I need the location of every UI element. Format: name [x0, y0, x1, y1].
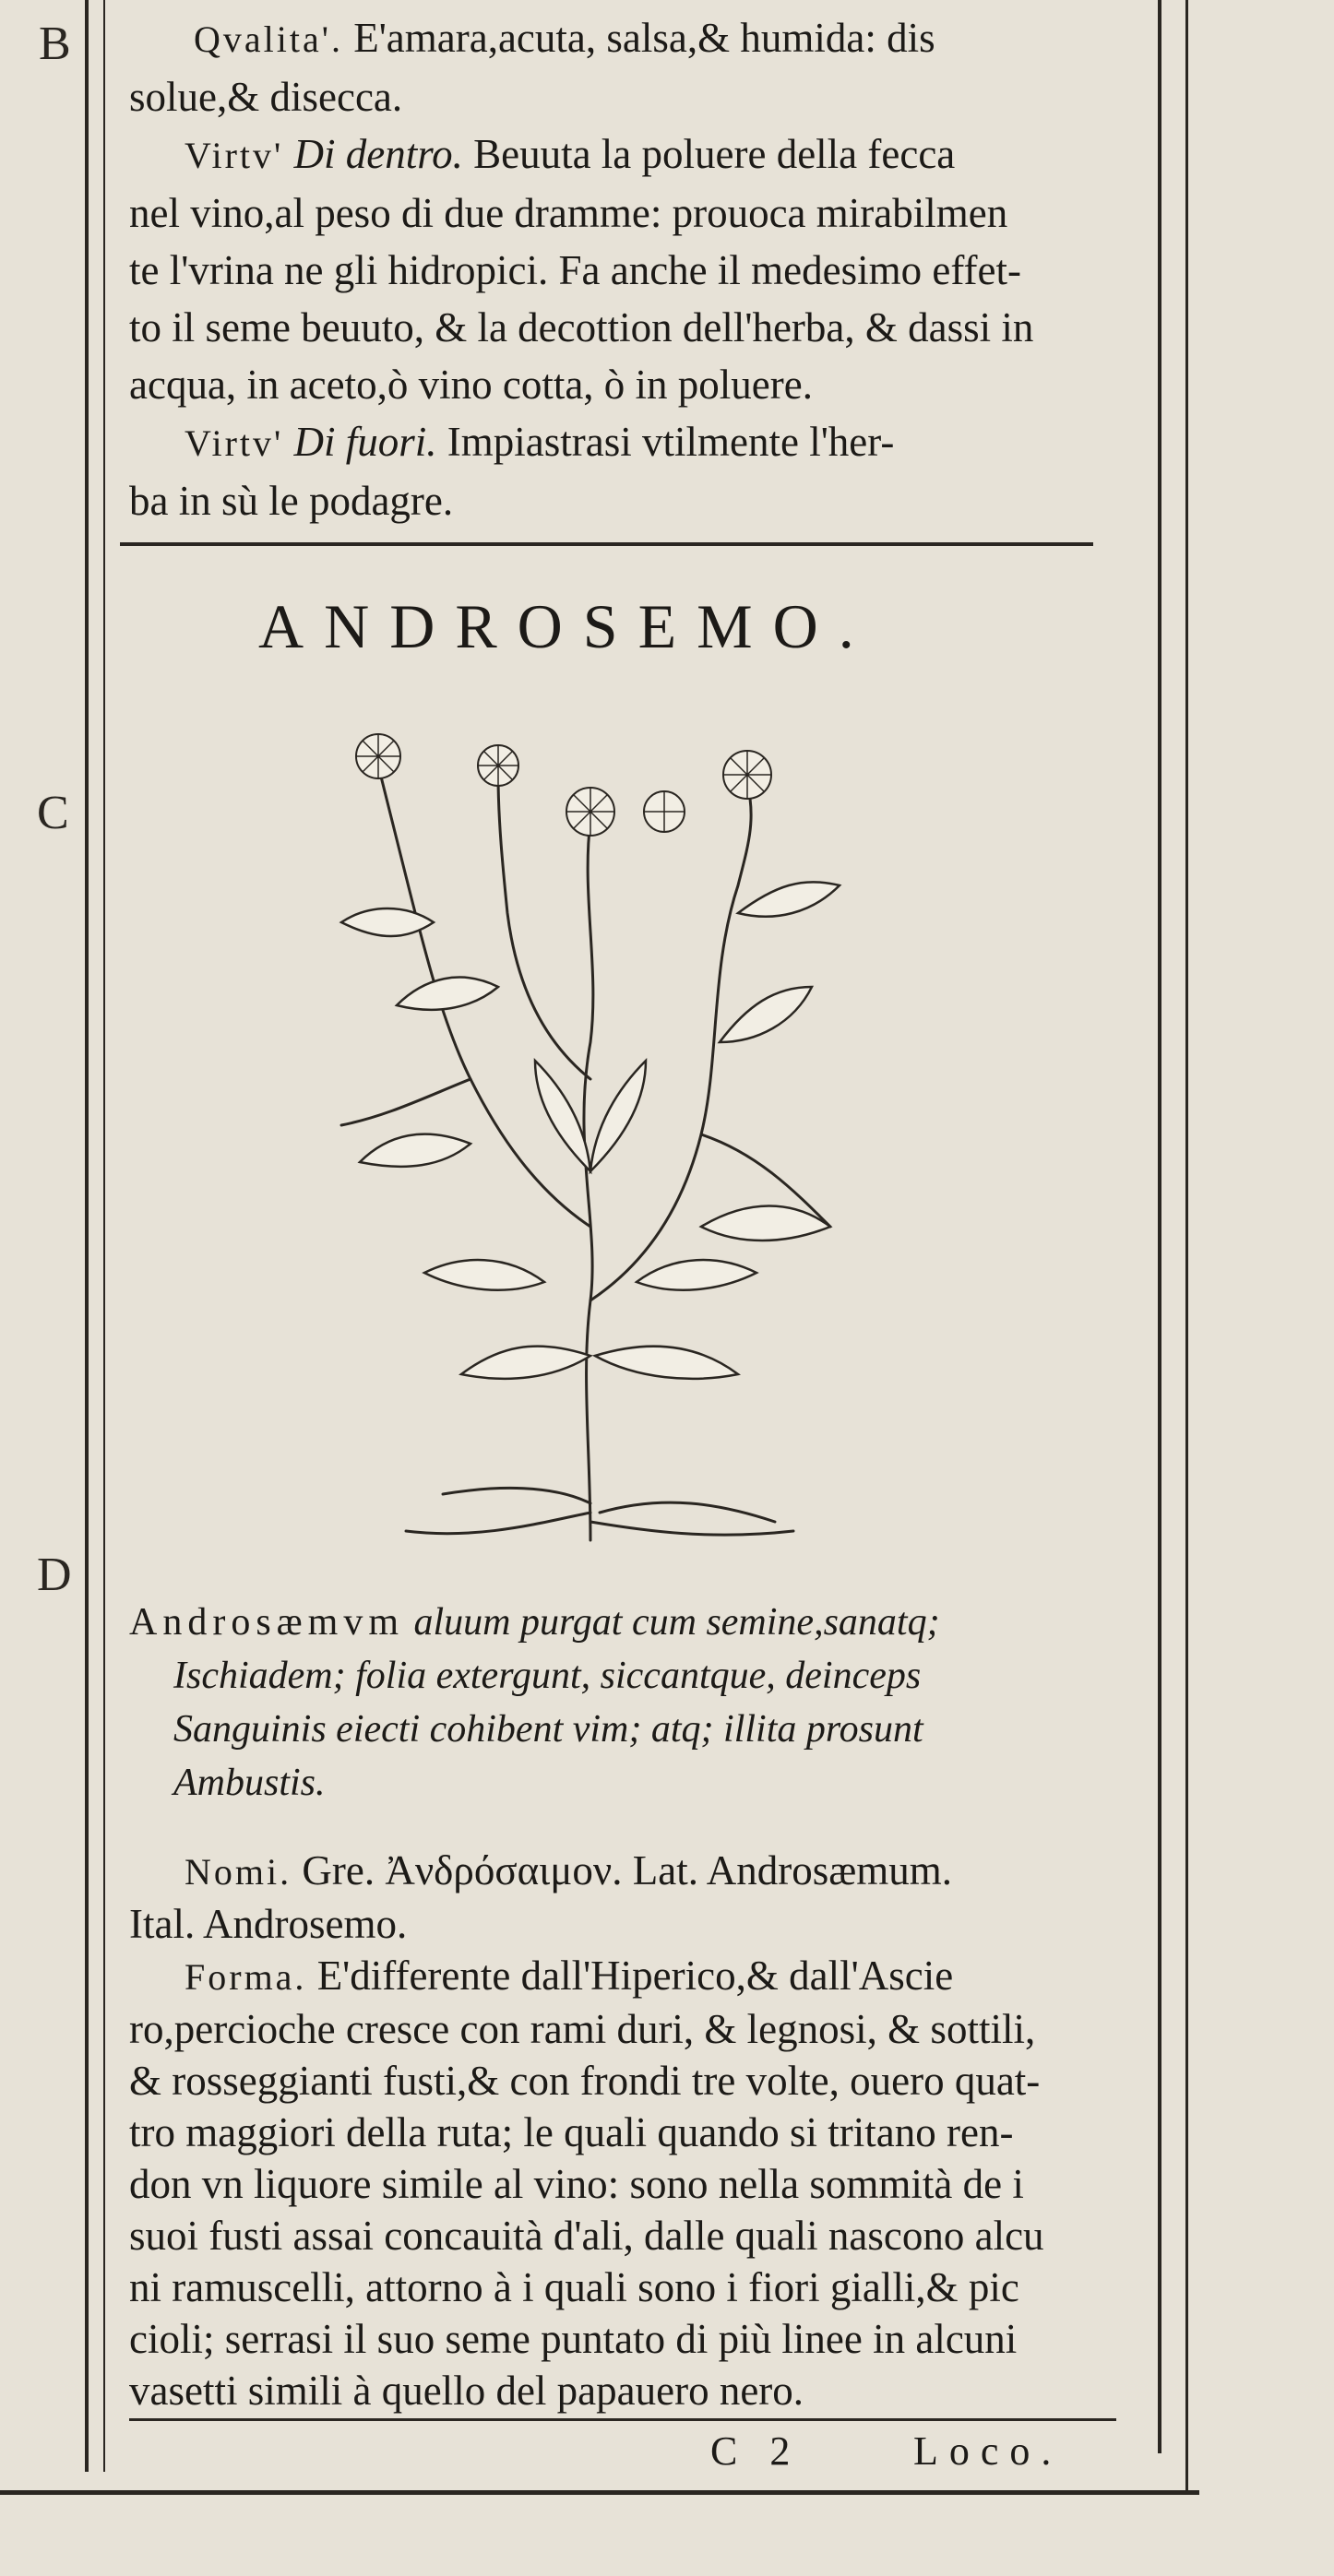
- text-line: ro,percioche cresce con rami duri, & legnosi, & sottili,: [129, 2006, 1036, 2052]
- text-line: ba in sù le podagre.: [129, 478, 454, 524]
- verse-line: Sanguinis eiecti cohibent vim; atq; illita prosunt: [173, 1708, 923, 1751]
- text-line: vasetti simili à quello del papauero nero.: [129, 2368, 804, 2414]
- latin-verse: [129, 1596, 1135, 1810]
- text-line: suoi fusti assai concauità d'ali, dalle quali nascono alcu: [129, 2213, 1044, 2259]
- margin-letter-c: C: [37, 787, 69, 839]
- right-outer-rule: [1185, 0, 1188, 2490]
- description-text: [129, 1845, 1130, 2416]
- margin-letter-d: D: [37, 1549, 72, 1601]
- text-line: to il seme beuuto, & la decottion dell'herba, & dassi in: [129, 304, 1034, 350]
- text-line: Nomi. Gre. Ἀνδρόσαιμον. Lat. Androsæmum.: [185, 1847, 952, 1893]
- footer-rule: [129, 2418, 1116, 2421]
- section-divider: [120, 542, 1093, 546]
- text-line: & rosseggianti fusti,& con frondi tre volte, ouero quat-: [129, 2058, 1041, 2104]
- text-line: tro maggiori della ruta; le quali quando si tritano ren-: [129, 2109, 1014, 2155]
- left-frame-rule: [85, 0, 89, 2472]
- catchword: Loco.: [913, 2428, 1063, 2474]
- text-line: Forma. E'differente dall'Hiperico,& dall'Ascie: [185, 1953, 954, 1999]
- text-line: Ital. Androsemo.: [129, 1901, 408, 1947]
- virtues-section: [129, 9, 1130, 529]
- text-line: solue,& disecca.: [129, 74, 403, 120]
- right-frame-rule: [1158, 0, 1161, 2453]
- signature-mark: C 2: [710, 2428, 802, 2474]
- margin-letter-b: B: [39, 18, 71, 70]
- section-title: ANDROSEMO.: [258, 591, 875, 661]
- plant-woodcut-illustration: [314, 710, 904, 1573]
- text-line: Virtv' Di dentro. Beuuta la poluere della fecca: [185, 131, 956, 177]
- left-inner-rule: [103, 0, 105, 2472]
- text-line: nel vino,al peso di due dramme: prouoca mirabilmen: [129, 190, 1008, 236]
- verse-line: Ischiadem; folia extergunt, siccantque, deinceps: [173, 1655, 922, 1697]
- verse-line: Androsæmvm aluum purgat cum semine,sanatq;: [129, 1601, 940, 1644]
- text-line: ni ramuscelli, attorno à i quali sono i fiori gialli,& pic: [129, 2264, 1019, 2310]
- verse-line: Ambustis.: [173, 1762, 326, 1804]
- text-line: Qvalita'. E'amara,acuta, salsa,& humida: dis: [194, 15, 935, 61]
- text-line: don vn liquore simile al vino: sono nella sommità de i: [129, 2161, 1024, 2207]
- text-line: te l'vrina ne gli hidropici. Fa anche il medesimo effet-: [129, 247, 1021, 293]
- bottom-frame-rule: [0, 2490, 1199, 2495]
- text-line: cioli; serrasi il suo seme puntato di più linee in alcuni: [129, 2316, 1018, 2362]
- text-line: acqua, in aceto,ò vino cotta, ò in poluere.: [129, 362, 813, 408]
- text-line: Virtv' Di fuori. Impiastrasi vtilmente l'her-: [185, 419, 895, 465]
